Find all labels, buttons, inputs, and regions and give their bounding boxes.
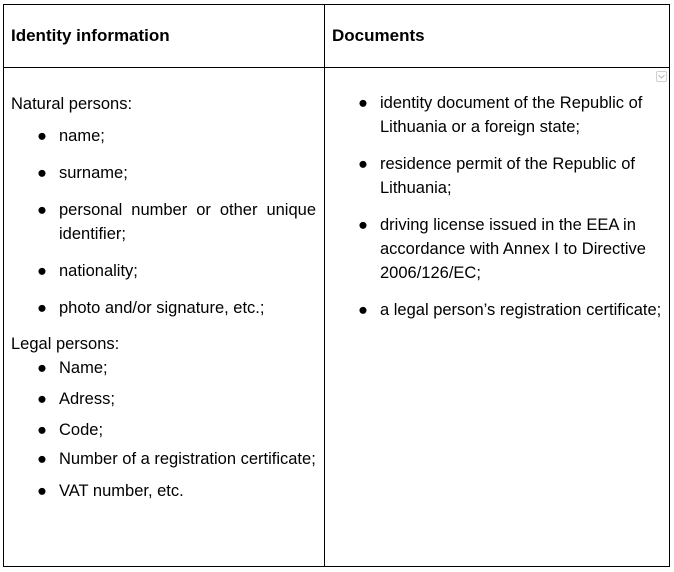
list-item-text: Code;	[59, 421, 104, 439]
list-item-text: nationality;	[59, 262, 138, 280]
bullet-icon: ●	[37, 359, 47, 377]
natural-persons-list	[11, 124, 316, 320]
header-documents	[325, 5, 670, 67]
list-item	[11, 387, 316, 411]
bullet-icon: ●	[37, 164, 47, 182]
list-item	[11, 124, 316, 148]
list-item	[11, 161, 316, 185]
bullet-icon: ●	[37, 127, 47, 145]
list-item-text: a legal person’s registration certificate;	[380, 301, 662, 319]
dropdown-arrow-icon[interactable]	[656, 71, 667, 82]
bullet-icon: ●	[358, 216, 368, 234]
list-item-text: photo and/or signature, etc.;	[59, 299, 265, 317]
list-item	[332, 91, 662, 139]
header-identity-label: Identity information	[11, 26, 170, 45]
list-item-text: Name;	[59, 359, 108, 377]
legal-persons-list	[11, 356, 316, 503]
bullet-icon: ●	[358, 94, 368, 112]
list-item	[332, 213, 662, 285]
list-item-text: surname;	[59, 164, 128, 182]
legal-persons-label: Legal persons:	[11, 335, 120, 353]
natural-persons-label: Natural persons:	[11, 95, 133, 113]
list-item	[11, 444, 316, 475]
bullet-icon: ●	[37, 421, 47, 439]
document-table	[3, 4, 670, 567]
list-item-text: name;	[59, 127, 105, 145]
list-item	[11, 296, 316, 320]
documents-cell[interactable]	[325, 68, 670, 322]
list-item-text: Adress;	[59, 390, 115, 408]
bullet-icon: ●	[358, 155, 368, 173]
identity-information-cell[interactable]	[4, 68, 324, 503]
list-item	[11, 259, 316, 283]
documents-list	[332, 91, 662, 322]
list-item-text: identity document of the Republic of Lithuania or a foreign state;	[380, 94, 643, 136]
bullet-icon: ●	[37, 201, 47, 219]
bullet-icon: ●	[37, 390, 47, 408]
list-item-text: VAT number, etc.	[59, 482, 184, 500]
list-item	[11, 479, 316, 503]
bullet-icon: ●	[37, 299, 47, 317]
header-documents-label: Documents	[332, 26, 425, 45]
list-item-text: driving license issued in the EEA in accordance with Annex I to Directive 2006/126/EC;	[380, 216, 646, 282]
list-item	[332, 152, 662, 200]
bullet-icon: ●	[358, 301, 368, 319]
list-item-text: personal number or other unique identifier;	[59, 201, 316, 243]
list-item-text: Number of a registration certificate;	[59, 450, 316, 468]
list-item	[11, 198, 316, 246]
list-item	[11, 418, 316, 442]
list-item	[332, 298, 662, 322]
header-identity-information	[4, 5, 324, 67]
list-item	[11, 356, 316, 380]
list-item-text: residence permit of the Republic of Lithuania;	[380, 155, 635, 197]
bullet-icon: ●	[37, 262, 47, 280]
bullet-icon: ●	[37, 450, 47, 468]
bullet-icon: ●	[37, 482, 47, 500]
